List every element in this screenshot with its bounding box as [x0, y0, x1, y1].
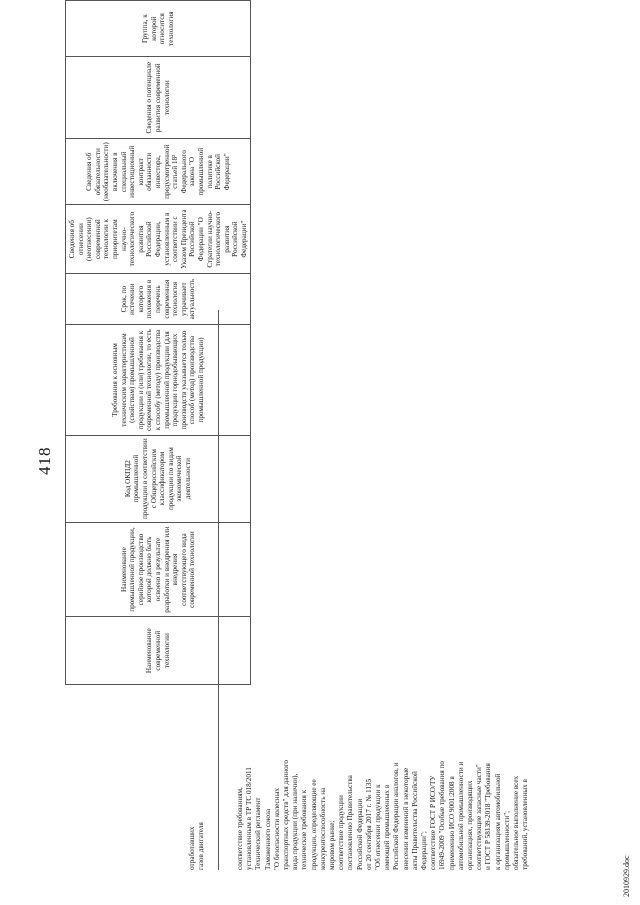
- requirements-line: обязательное выполнение всех: [512, 775, 521, 870]
- product-name-cell: [188, 720, 206, 870]
- requirements-line: применению ИСО 9001:2008 в: [447, 776, 456, 870]
- requirements-line: требований, установленных в: [521, 779, 530, 870]
- section-divider: [218, 310, 219, 870]
- requirements-line: транспортных средств" для данного: [282, 759, 291, 870]
- header-technical-requirements: Требования к основным техническим характеристикам (свойствам) промышленной продукции и (или) требования к современной технологии, то есть к способу (методу) производства промышленной продукции (для продукции горнодобывающих производств указывается только способ (метод) производства промышленной продукции): [66, 325, 251, 435]
- requirements-line: мировом рынке;: [328, 820, 337, 870]
- requirements-line: акты Правительства Российской: [410, 771, 419, 870]
- requirements-line: Технический регламент: [254, 797, 263, 870]
- requirements-line: "Об отнесении продукции к: [374, 784, 383, 870]
- technology-table: [65, 0, 251, 685]
- requirements-line: 16949-2009 "Особые требования по: [438, 761, 447, 870]
- requirements-line: автомобильной промышленности и: [456, 761, 465, 870]
- requirements-line: организациях, производящих: [466, 780, 475, 870]
- footer-filename: 2010929.doc: [622, 855, 631, 897]
- header-relevance-term: Срок, по истечении которого положения в перечень современная технология утрачивает актуальность: [66, 273, 251, 325]
- header-development-potential: Сведения о потенциале развития современной технологии: [66, 57, 251, 139]
- product-name-line: газов двигателя: [197, 822, 206, 870]
- table-header-row: [66, 1, 251, 685]
- requirements-line: соответствие ГОСТ Р ИСО/ТУ: [429, 775, 438, 870]
- requirements-line: промышленности";: [502, 810, 511, 870]
- product-name-line: отработавших: [188, 826, 196, 870]
- requirements-line: к организациям автомобильной: [493, 773, 502, 870]
- requirements-text: [236, 420, 531, 870]
- requirements-line: соответствующие запасные части": [475, 764, 484, 870]
- requirements-line: соответствие продукции: [337, 795, 346, 870]
- requirements-line: продукции, определяющие ее: [309, 779, 318, 870]
- requirements-line: Таможенного союза: [263, 808, 272, 870]
- requirements-line: Российской Федерации: [355, 798, 364, 870]
- requirements-line: Федерации";: [420, 831, 429, 870]
- requirements-line: и ГОСТ Р 58139-2018 "Требования: [484, 763, 493, 870]
- header-technology-name: Наименование современной технологии: [66, 617, 251, 685]
- requirements-line: технические требования к: [300, 789, 309, 870]
- requirements-line: имеющей промышленных в: [383, 784, 392, 870]
- header-product-name: Наименование промышленной продукции, серийное производство которой должно быть освоено в результате разработки и внедрения или внедрения соответствующего вида современной технологии: [66, 522, 251, 617]
- header-priority-info: Сведения об отнесении (неотнесении) современной технологии к приоритетам научно-технологического развития Российской Федерации, установленным в соответствии с Указом Президента Российской Федерации "О Стратегии научно-технологического развития Российской Федерации": [66, 205, 251, 273]
- page-number: 418: [35, 446, 54, 475]
- header-contract-obligation: Сведения об обязательности (необязательности) включения в специальный инвестиционный контракт обязанности инвестора, предусмотренной статьей 18² Федерального закона "О промышленной политике в Российской Федерации": [66, 139, 251, 205]
- requirements-line: внесении изменений в некоторые: [401, 767, 410, 870]
- requirements-line: постановлению Правительства: [346, 775, 355, 870]
- header-okpd2-code: Код ОКПД2 промышленной продукции в соответствии с Общероссийским классификатором продукции по видам экономической деятельности: [66, 435, 251, 522]
- requirements-line: Российской Федерации аналогов, и: [392, 762, 401, 870]
- requirements-line: конкурентоспособность на: [318, 787, 327, 870]
- requirements-line: соответствие требованиям,: [236, 787, 244, 870]
- requirements-line: от 20 сентября 2017 г. № 1135: [364, 778, 373, 870]
- header-technology-group: Группа, к которой относится технология: [66, 1, 251, 57]
- requirements-line: "О безопасности колесных: [272, 787, 281, 870]
- requirements-line: установленным в ТР ТС 018/2011: [245, 767, 254, 870]
- requirements-line: вида продукции (при наличии),: [291, 773, 300, 870]
